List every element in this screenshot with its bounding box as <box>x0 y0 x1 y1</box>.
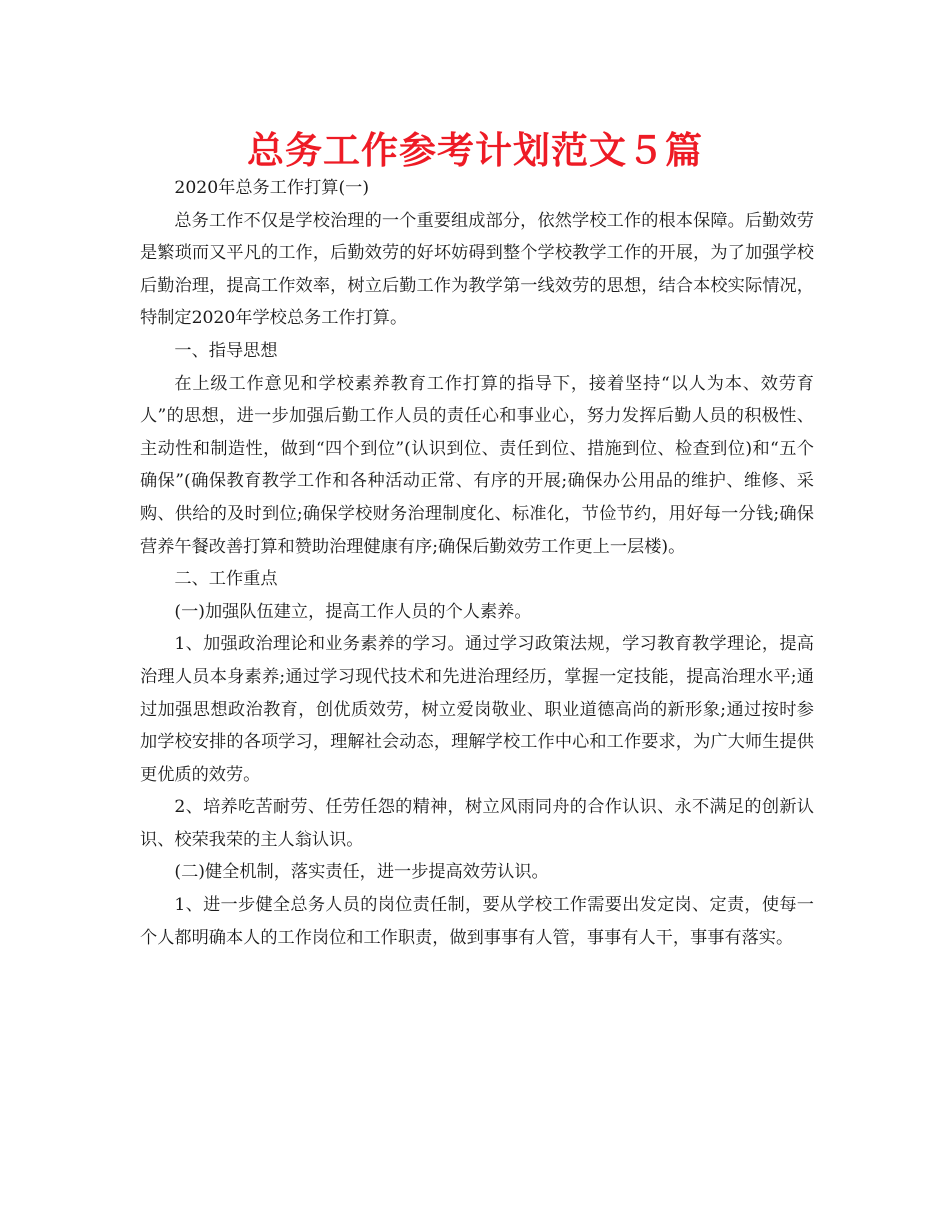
paragraph-heading-work-focus: 二、工作重点 <box>174 569 278 590</box>
paragraph-guiding-thought: 在上级工作意见和学校素养教育工作打算的指导下，接着坚持“以人为本、效劳育人”的思想，进一步加强后勤工作人员的责任心和事业心，努力发挥后勤人员的积极性、主动性和制造性，做到“四个到位”(认识到位、责任到位、措施到位、检查到位)和“五个确保”(确保教育教学工作和各种活动正常、有序的开展;确保办公用品的维护、维修、采购、供给的及时到位;确保学校财务治理制度化、标准化，节俭节约，用好每一分钱;确保营养午餐改善打算和赞助治理健康有序;确保后勤效劳工作更上一层楼)。 <box>140 373 814 557</box>
document-body <box>140 172 814 954</box>
paragraph-item-responsibility: 1、进一步健全总务人员的岗位责任制，要从学校工作需要出发定岗、定责，使每一个人都明确本人的工作岗位和工作职责，做到事事有人管，事事有人干，事事有落实。 <box>140 895 814 948</box>
paragraph-subheading-mechanism: (二)健全机制，落实责任，进一步提高效劳认识。 <box>174 862 549 883</box>
paragraph-heading-guiding-thought: 一、指导思想 <box>174 340 278 361</box>
paragraph-item-2: 2、培养吃苦耐劳、任劳任怨的精神，树立风雨同舟的合作认识、永不满足的创新认识、校荣我荣的主人翁认识。 <box>140 797 814 850</box>
paragraph-intro: 总务工作不仅是学校治理的一个重要组成部分，依然学校工作的根本保障。后勤效劳是繁琐而又平凡的工作，后勤效劳的好坏妨碍到整个学校教学工作的开展，为了加强学校后勤治理，提高工作效率，树立后勤工作为教学第一线效劳的思想，结合本校实际情况，特制定2020年学校总务工作打算。 <box>140 210 814 329</box>
paragraph-section-heading: 2020年总务工作打算(一) <box>174 178 370 198</box>
document-title: 总务工作参考计划范文５篇 <box>247 129 703 172</box>
paragraph-item-1: 1、加强政治理论和业务素养的学习。通过学习政策法规，学习教育教学理论，提高治理人员本身素养;通过学习现代技术和先进治理经历，掌握一定技能，提高治理水平;通过加强思想政治教育，创优质效劳，树立爱岗敬业、职业道德高尚的新形象;通过按时参加学校安排的各项学习，理解社会动态，理解学校工作中心和工作要求，为广大师生提供更优质的效劳。 <box>140 634 814 785</box>
paragraph-subheading-team: (一)加强队伍建立，提高工作人员的个人素养。 <box>174 601 532 622</box>
